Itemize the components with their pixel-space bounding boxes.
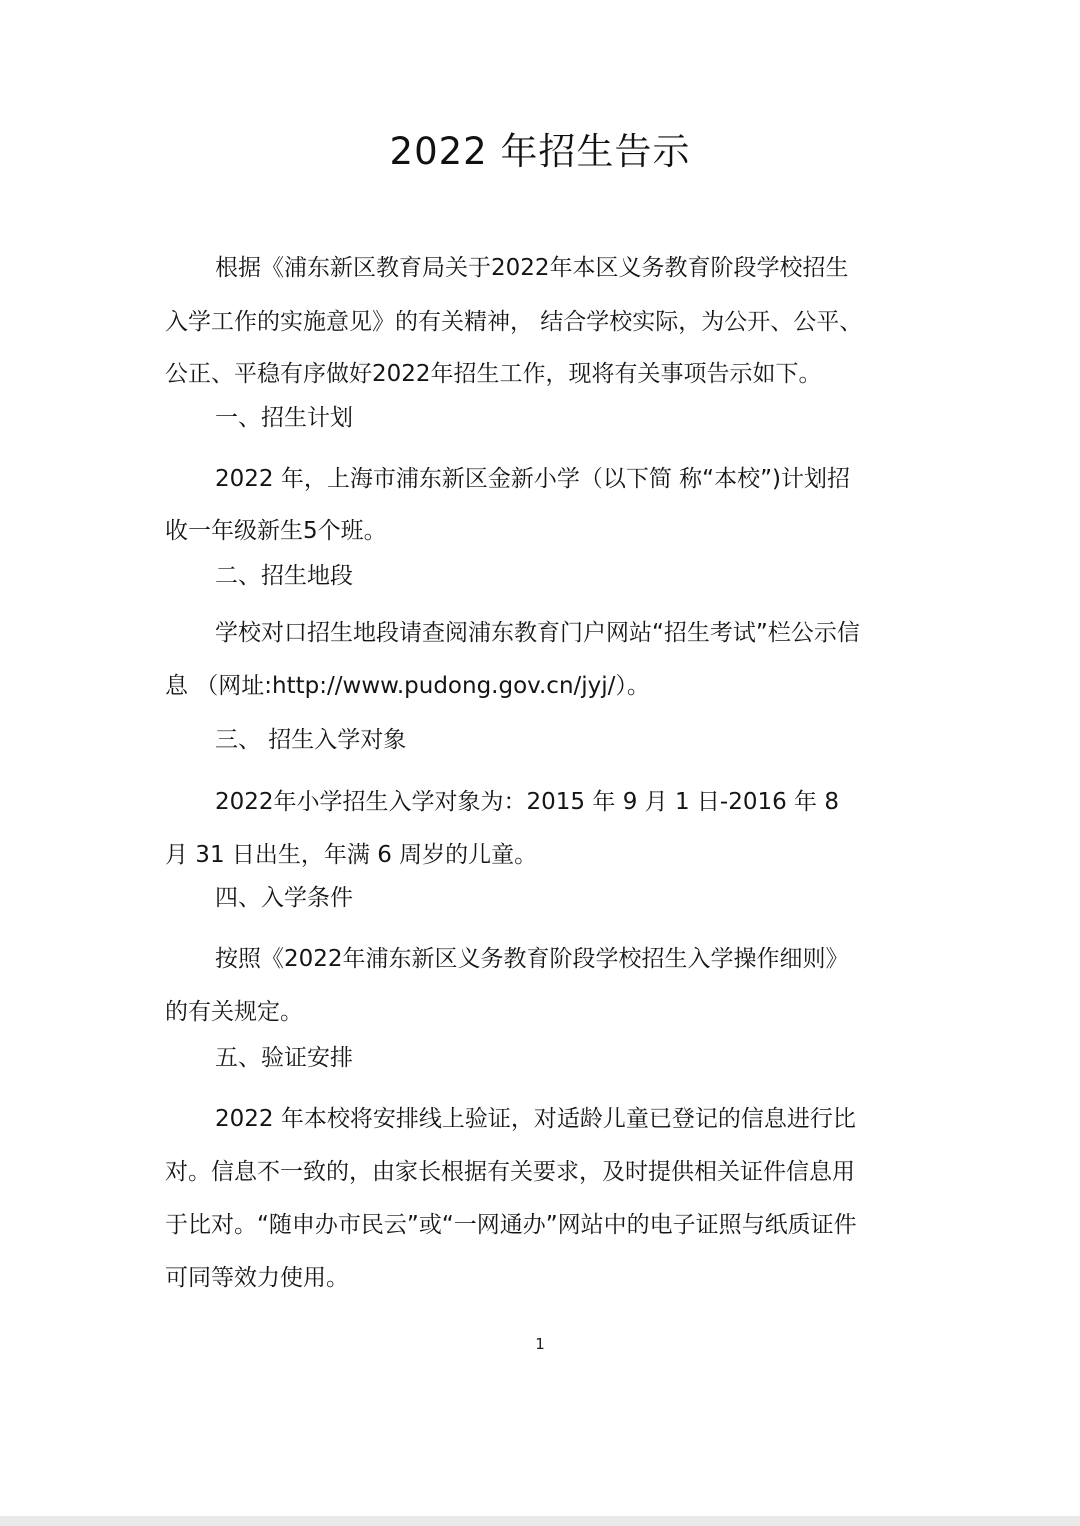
- page-bottom-edge: [0, 1516, 1080, 1526]
- section-2-line-1: 学校对口招生地段请查阅浦东教育门户网站“招生考试”栏公示信: [215, 620, 860, 646]
- section-3-line-1: 2022年小学招生入学对象为：2015 年 9 月 1 日-2016 年 8: [215, 789, 839, 815]
- section-heading-5: 五、验证安排: [215, 1045, 353, 1071]
- section-1-line-2: 收一年级新生5个班。: [165, 518, 387, 544]
- section-heading-4: 四、入学条件: [215, 885, 353, 911]
- paragraph-intro-line-3: 公正、平稳有序做好2022年招生工作，现将有关事项告示如下。: [165, 361, 822, 387]
- section-3-line-2: 月 31 日出生，年满 6 周岁的儿童。: [165, 842, 538, 868]
- section-heading-3: 三、 招生入学对象: [215, 727, 407, 753]
- section-5-line-3: 于比对。“随申办市民云”或“一网通办”网站中的电子证照与纸质证件: [165, 1212, 857, 1238]
- section-heading-1: 一、招生计划: [215, 405, 353, 431]
- document-title: 2022 年招生告示: [389, 130, 691, 173]
- section-5-line-1: 2022 年本校将安排线上验证，对适龄儿童已登记的信息进行比: [215, 1106, 856, 1132]
- section-5-line-2: 对。信息不一致的，由家长根据有关要求，及时提供相关证件信息用: [165, 1159, 855, 1185]
- section-2-line-2: 息 （网址:http://www.pudong.gov.cn/jyj/）。: [165, 673, 650, 699]
- section-5-line-4: 可同等效力使用。: [165, 1265, 349, 1291]
- section-4-line-1: 按照《2022年浦东新区义务教育阶段学校招生入学操作细则》: [215, 946, 849, 972]
- page-number: 1: [535, 1335, 545, 1353]
- paragraph-intro-line-2: 入学工作的实施意见》的有关精神， 结合学校实际，为公开、公平、: [165, 309, 863, 335]
- section-heading-2: 二、招生地段: [215, 563, 353, 589]
- section-1-line-1: 2022 年，上海市浦东新区金新小学（以下简 称“本校”)计划招: [215, 466, 850, 492]
- section-4-line-2: 的有关规定。: [165, 999, 303, 1025]
- paragraph-intro-line-1: 根据《浦东新区教育局关于2022年本区义务教育阶段学校招生: [215, 255, 849, 281]
